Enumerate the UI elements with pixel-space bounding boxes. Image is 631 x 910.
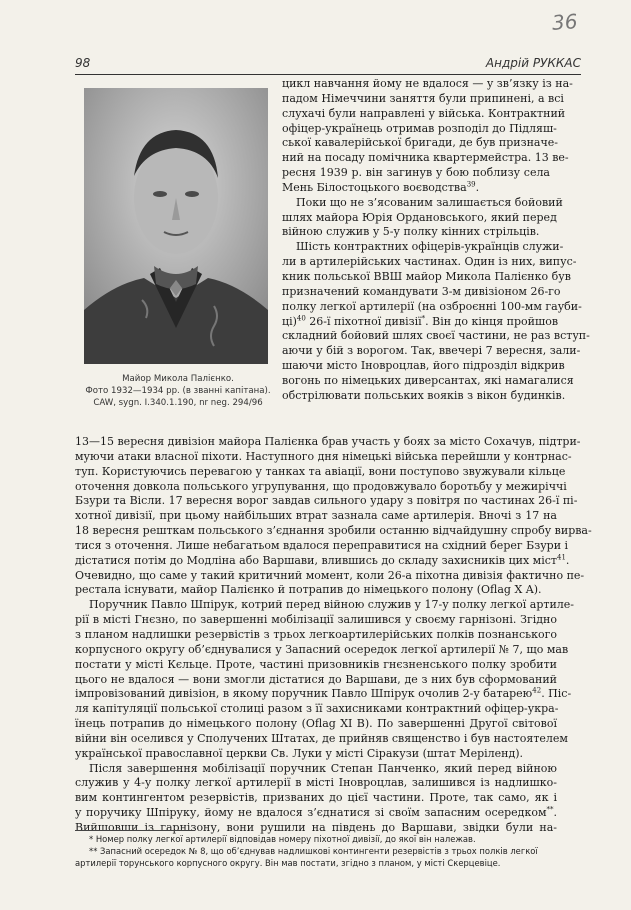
footnote-divider	[75, 830, 195, 831]
text-fragment: ці)	[282, 314, 297, 328]
text-line: муючи атаки власної піхоти. Наступного дня німецькі війська перейшли у контрнас-	[75, 449, 572, 463]
text-line	[75, 806, 557, 821]
footnote-ref: 41	[557, 553, 566, 562]
text-line: аючи у бій з ворогом. Так, ввечері 7 вересня, зали-	[282, 344, 581, 358]
text-line: призначений командувати 3-м дивізіоном 26-го	[282, 284, 561, 298]
text-line: ської кавалерійської бригади, де був призначе-	[282, 136, 558, 150]
footnote-line: ** Запасний осередок № 8, що об’єднував надлишкові контингенти резервістів з трьох полків легкої	[89, 846, 538, 857]
footnote-ref: **	[546, 805, 554, 814]
text-line: української православної церкви Св. Луки у місті Сіракузи (штат Меріленд).	[75, 746, 524, 760]
text-fragment: імпровізований дивізіон, в якому поручник Павло Шпірук очолив 2-у батарею	[75, 687, 533, 701]
text-line: 18 вересня решткам польського з’єднання зробили останню відчайдушну спробу вирва-	[75, 524, 592, 538]
text-line: служив у 4-у полку легкої артилерії в місті Іновроцлав, залишився із надлишко-	[75, 776, 557, 790]
footnote-line: * Номер полку легкої артилерії відповідав номеру піхотної дивізії, до якої він належав.	[89, 834, 476, 844]
text-line: Очевидно, що саме у такий критичний момент, коли 26-а піхотна дивізія фактично пе-	[75, 568, 585, 582]
text-line: кник польської ВВШ майор Микола Палієнко був	[282, 269, 571, 283]
text-fragment: дістатися потім до Модліна або Варшави, влившись до складу захисників цих міст	[75, 553, 557, 567]
text-line: Шість контрактних офіцерів-українців служи-	[296, 240, 564, 254]
text-line: оточення довкола польського угрупування, що продовжувало боротьбу у межиріччі	[75, 479, 567, 493]
running-header	[75, 56, 581, 75]
text-line: Поки що не з’ясованим залишається бойовий	[296, 195, 563, 209]
caption-line: CAW, sygn. I.340.1.190, nr neg. 294/96	[93, 398, 263, 408]
text-line: цикл навчання йому не вдалося — у зв’язку із на-	[282, 77, 573, 90]
photo-caption	[76, 373, 280, 409]
text-line: війни він оселився у Сполучених Штатах, де прийняв священство і був настоятелем	[75, 731, 568, 745]
text-line: хотної дивізії, при цьому найбільших втрат зазнала саме артилерія. Вночі з 17 на	[75, 509, 557, 523]
footnote-ref: 40	[296, 313, 306, 322]
text-line: дістатися потім до Модліна або Варшави, влившись до складу захисників цих міст$^{41}$.	[75, 553, 570, 567]
text-line: ний на посаду помічника квартермейстра. 13 ве-	[282, 151, 569, 165]
text-line	[75, 686, 572, 702]
text-line: війною служив у 5-у полку кінних стрільців.	[282, 225, 540, 239]
text-line: шаючи місто Іновроцлав, його підрозділ відкрив	[282, 359, 565, 373]
caption-line: Фото 1932—1934 рр. (в званні капітана).	[85, 386, 271, 396]
page-number: 98	[75, 56, 91, 70]
officer-portrait-image	[84, 88, 268, 364]
text-line: офіцер-українець отримав розподіл до Підляш-	[282, 121, 557, 135]
text-line: з планом надлишки резервістів з трьох легкоартилерійських полків познанського	[75, 627, 557, 641]
text-line: корпусного округу об’єднувалися у Запасний осередок легкої артилерії № 7, що мав	[75, 642, 569, 656]
text-line: туп. Користуючись перевагою у танках та авіації, вони поступово звужували кільце	[75, 464, 566, 478]
text-line: рестала існувати, майор Палієнко й потрапив до німецького полону (Oflag X A).	[75, 583, 542, 597]
text-fragment: . Піс-	[541, 687, 572, 701]
text-line	[282, 313, 559, 330]
text-line: вим контингентом резервістів, призваних до цієї частини. Проте, так само, як і	[75, 791, 557, 805]
portrait-photo	[84, 88, 268, 364]
footnote-ref: 42	[532, 686, 542, 695]
text-line: їнець потрапив до німецького полону (Oflag XI B). По завершенні Другої світової	[75, 717, 557, 731]
footnote-ref: 39	[466, 180, 476, 189]
running-title: Андрій РУККАС	[485, 56, 581, 70]
text-line: ли в артилерійських частинах. Один із них, випус-	[282, 255, 577, 269]
text-line: полку легкої артилерії (на озброєнні 100-мм гауби-	[282, 299, 582, 313]
text-line: складний бойовий шлях своєї частини, не раз вступ-	[282, 329, 590, 343]
text-line: Поручник Павло Шпірук, котрий перед війною служив у 17-у полку легкої артиле-	[89, 598, 574, 612]
handwritten-page-number: 36	[550, 9, 578, 35]
footnote-ref: *	[421, 313, 426, 322]
full-width-text	[75, 435, 592, 836]
text-line: тися з оточення. Лише небагатьом вдалося переправитися на східний берег Бзури і	[75, 538, 569, 552]
footnote-line: артилерії торунського корпусного округу. Він мав постати, згідно з планом, у місті Скерцевіце.	[75, 858, 501, 869]
text-fragment: .	[553, 806, 557, 820]
text-line: Бзури та Вісли. 17 вересня ворог завдав сильного удару з повітря по частинах 26-ї пі-	[75, 494, 578, 508]
text-line: обстрілювати польських вояків з вікон будинків.	[282, 388, 566, 402]
text-fragment: . Він до кінця пройшов	[425, 314, 559, 328]
text-fragment: 26-ї піхотної дивізії	[305, 314, 422, 328]
text-line: Мень Білостоцького воєводства$^{39}$.	[282, 180, 480, 194]
text-line: Після завершення мобілізації поручник Степан Панченко, який перед війною	[89, 761, 557, 775]
text-fragment: Мень Білостоцького воєводства	[282, 180, 467, 194]
text-fragment: у поручику Шпіруку, йому не вдалося з’єднатися зі своїм запасним осередком	[75, 806, 547, 820]
side-column-text	[282, 77, 590, 404]
text-line: Вийшовши із гарнізону, вони рушили на південь до Варшави, звідки були на-	[75, 820, 557, 834]
text-line: рії в місті Гнєзно, по завершенні мобілізації залишився у своєму гарнізоні. Згідно	[75, 613, 557, 627]
text-line: постати у місті Кєльце. Проте, частині призовників гнєзненського полку зробити	[75, 657, 557, 671]
text-line: ресня 1939 р. він загинув у бою поблизу села	[282, 166, 550, 180]
text-line: ля капітуляції польської столиці разом з її захисниками контрактний офіцер-укра-	[75, 702, 559, 716]
text-line: слухачі були направлені у війська. Контрактний	[282, 106, 566, 120]
footnotes	[75, 833, 557, 870]
text-line: падом Німеччини заняття були припинені, а всі	[282, 91, 564, 105]
text-line: вогонь по німецьких диверсантах, які намагалися	[282, 373, 574, 387]
text-line: цього не вдалося — вони змогли дістатися до Варшави, де з них був сформований	[75, 672, 557, 686]
text-line: 13—15 вересня дивізіон майора Палієнка брав участь у боях за місто Сохачув, підтри-	[75, 435, 581, 448]
text-line: шлях майора Юрія Ордановського, який перед	[282, 210, 557, 224]
caption-line: Майор Микола Палієнко.	[122, 374, 234, 384]
